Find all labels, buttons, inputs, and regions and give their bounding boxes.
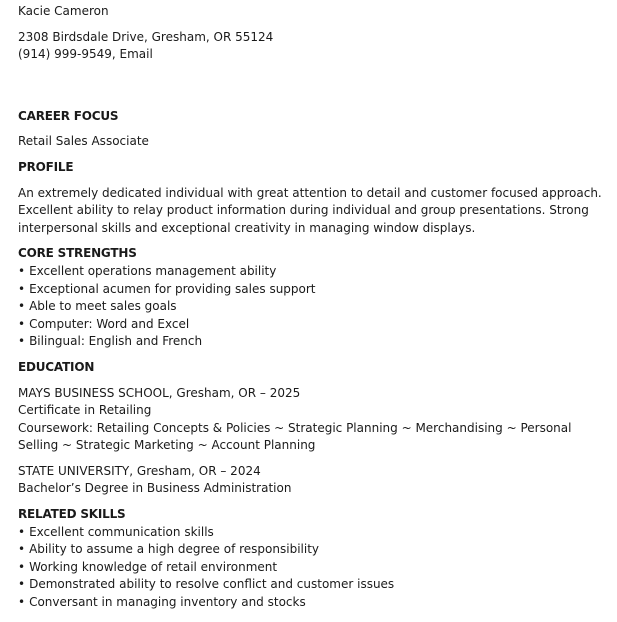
list-item: • Able to meet sales goals <box>18 298 608 316</box>
list-item: • Exceptional acumen for providing sales support <box>18 281 608 299</box>
list-item: • Conversant in managing inventory and stocks <box>18 594 608 612</box>
school-line: MAYS BUSINESS SCHOOL, Gresham, OR – 2025 <box>18 385 301 400</box>
profile-text: An extremely dedicated individual with great attention to detail and customer focused approach. Excellent ability to relay product information during individual and group presentations. Strong interpersonal skills and exceptional creativity in managing window displays. <box>18 185 602 235</box>
phone-email-line: (914) 999-9549, Email <box>18 47 153 62</box>
list-item: • Ability to assume a high degree of responsibility <box>18 541 608 559</box>
profile-section <box>18 159 608 237</box>
contact-block <box>18 29 608 64</box>
candidate-name: Kacie Cameron <box>18 4 109 18</box>
list-item: • Demonstrated ability to resolve conflict and customer issues <box>18 576 608 594</box>
education-entry <box>18 385 608 455</box>
profile-heading: PROFILE <box>18 159 74 174</box>
list-item: • Excellent communication skills <box>18 524 608 542</box>
core-strengths-list <box>18 263 608 351</box>
career-focus-section <box>18 108 608 151</box>
list-item: • Bilingual: English and French <box>18 333 608 351</box>
career-focus-text: Retail Sales Associate <box>18 134 149 149</box>
resume-document <box>18 3 608 612</box>
credential-line: Bachelor’s Degree in Business Administration <box>18 481 292 496</box>
list-item: • Excellent operations management ability <box>18 263 608 281</box>
list-item: • Computer: Word and Excel <box>18 316 608 334</box>
address-line: 2308 Birdsdale Drive, Gresham, OR 55124 <box>18 29 274 44</box>
list-item: • Working knowledge of retail environment <box>18 559 608 577</box>
core-strengths-heading: CORE STRENGTHS <box>18 246 137 261</box>
related-skills-list <box>18 524 608 612</box>
education-heading: EDUCATION <box>18 359 95 374</box>
credential-line: Certificate in Retailing <box>18 403 152 418</box>
spacer <box>18 64 608 108</box>
related-skills-section <box>18 506 608 612</box>
education-entry <box>18 463 608 498</box>
career-focus-heading: CAREER FOCUS <box>18 108 119 123</box>
education-section <box>18 359 608 498</box>
coursework-line: Coursework: Retailing Concepts & Policies ~ Strategic Planning ~ Merchandising ~ Personal Selling ~ Strategic Marketing ~ Account Planning <box>18 420 572 453</box>
school-line: STATE UNIVERSITY, Gresham, OR – 2024 <box>18 463 261 478</box>
core-strengths-section <box>18 245 608 351</box>
related-skills-heading: RELATED SKILLS <box>18 507 126 522</box>
